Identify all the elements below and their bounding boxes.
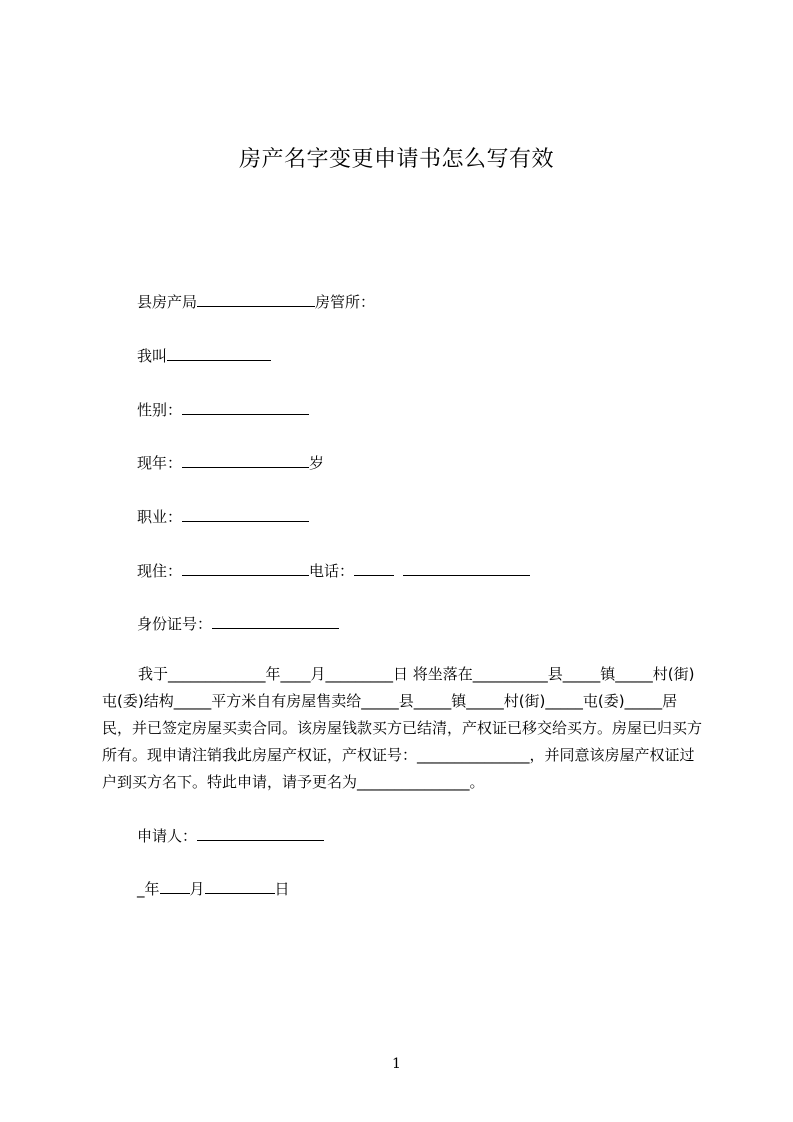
bureau-blank <box>197 292 315 307</box>
address-label: 现住： <box>137 562 183 580</box>
date-month: 月 <box>189 880 205 898</box>
job-line <box>137 507 309 526</box>
date-year: 年 <box>144 880 160 898</box>
bureau-line <box>137 292 375 311</box>
name-line <box>137 346 271 365</box>
document-title: 房产名字变更申请书怎么写有效 <box>238 147 554 172</box>
date-prefix: _ <box>137 880 145 898</box>
body-paragraph <box>102 661 702 796</box>
age-line <box>137 453 324 472</box>
body-text: 我于_____________年____月_________日 将坐落在__________县_____镇_____村(街)屯(委)结构_____平方米自有房屋售卖给_____县_____镇_____村(街)_____屯(委)_____居民，并已签定房屋买卖合同。该房屋钱款买方已结清，产权证已移交给买方。房屋已归买方所有。现申请注销我此房屋产权证，产权证号：_______________，并同意该房屋产权证过户到买方名下。特此申请，请予更名为_______________。 <box>102 665 703 791</box>
page-number: 1 <box>392 1056 401 1072</box>
address-phone-line <box>137 561 530 580</box>
age-label: 现年： <box>137 454 183 472</box>
bureau-suffix: 房管所： <box>315 293 376 311</box>
age-blank <box>182 453 309 468</box>
applicant-line <box>137 826 324 845</box>
date-month-blank <box>160 879 190 894</box>
job-blank <box>182 507 309 522</box>
gender-blank <box>182 400 309 415</box>
gender-line <box>137 400 309 419</box>
applicant-label: 申请人： <box>137 827 198 845</box>
id-line <box>137 614 339 633</box>
name-label: 我叫 <box>137 347 168 365</box>
date-day: 日 <box>274 880 290 898</box>
phone-label: 电话： <box>309 562 355 580</box>
id-label: 身份证号： <box>137 615 213 633</box>
address-blank <box>182 561 309 576</box>
applicant-blank <box>197 826 324 841</box>
age-unit: 岁 <box>309 454 325 472</box>
phone-blank-1 <box>354 561 394 576</box>
job-label: 职业： <box>137 508 183 526</box>
gender-label: 性别： <box>137 401 183 419</box>
id-blank <box>212 614 339 629</box>
name-blank <box>167 346 271 361</box>
date-line <box>137 879 290 898</box>
date-day-blank <box>205 879 275 894</box>
phone-blank-2 <box>403 561 530 576</box>
bureau-prefix: 县房产局 <box>137 293 198 311</box>
